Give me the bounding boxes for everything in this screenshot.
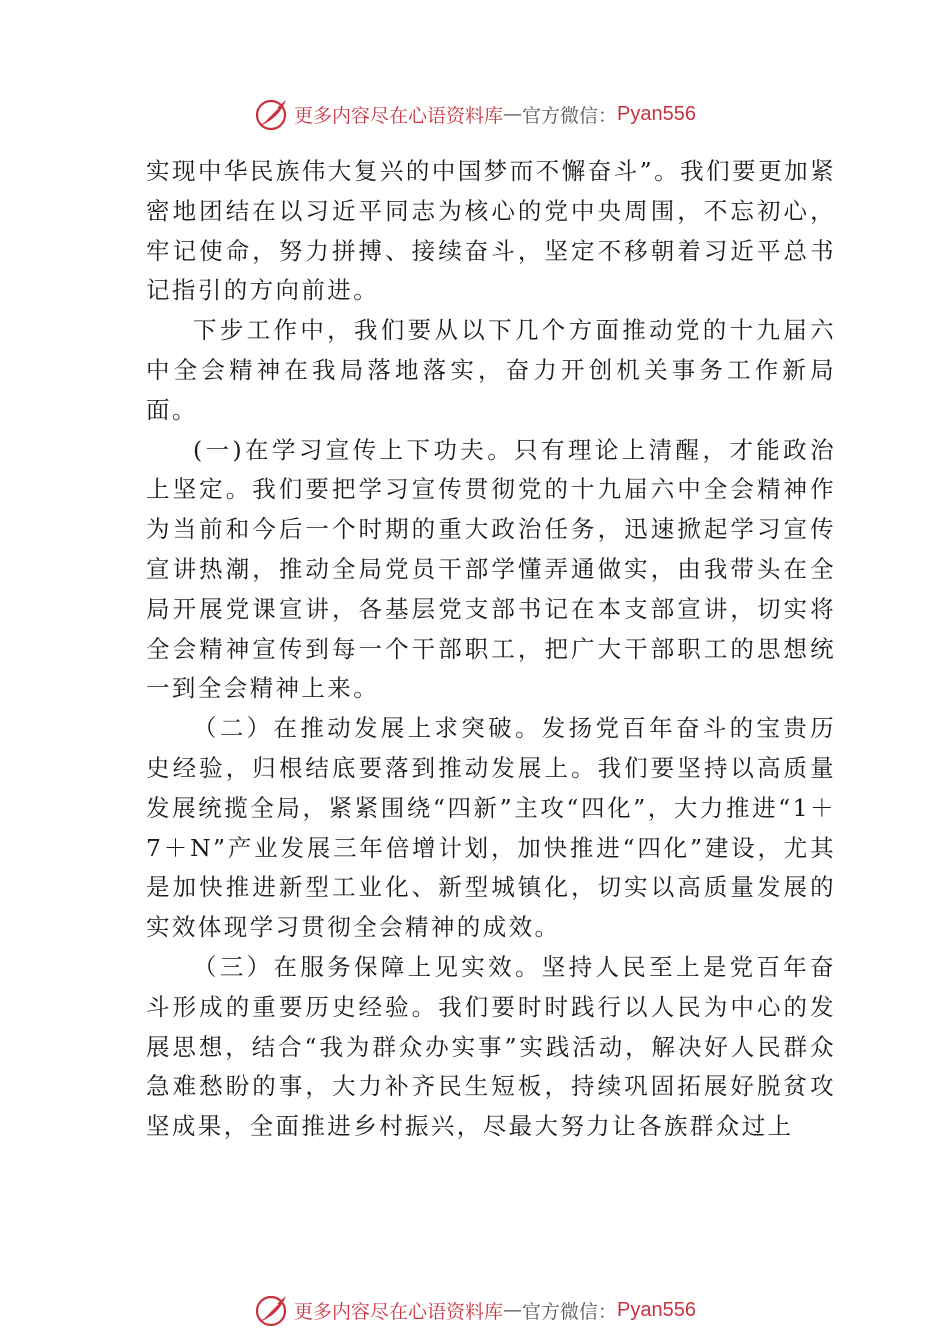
footer-watermark bbox=[0, 1290, 950, 1330]
watermark-main-text: 更多内容尽在心语资料库 bbox=[294, 1300, 504, 1323]
header-watermark bbox=[0, 94, 950, 134]
watermark-wechat-id: Pyan556 bbox=[617, 1298, 696, 1321]
watermark-official-label: 官方微信： bbox=[522, 1300, 618, 1323]
quill-logo-icon bbox=[254, 1292, 290, 1328]
quill-logo-icon bbox=[254, 96, 290, 132]
watermark-wechat-id: Pyan556 bbox=[617, 102, 696, 125]
paragraph-section-1: (一)在学习宣传上下功夫。只有理论上清醒，才能政治上坚定。我们要把学习宣传贯彻党的十九届六中全会精神作为当前和今后一个时期的重大政治任务，迅速掀起学习宣传宣讲热潮，推动全局党员干部学懂弄通做实，由我带头在全局开展党课宣讲，各基层党支部书记在本支部宣讲，切实将全会精神宣传到每一个干部职工，把广大干部职工的思想统一到全会精神上来。 bbox=[146, 435, 836, 703]
watermark-dash: — bbox=[503, 103, 523, 125]
paragraph-section-2: （二）在推动发展上求突破。发扬党百年奋斗的宝贵历史经验，归根结底要落到推动发展上。我们要坚持以高质量发展统揽全局，紧紧围绕“四新”主攻“四化”，大力推进“1＋7＋N”产业发展三年倍增计划，加快推进“四化”建设，尤其是加快推进新型工业化、新型城镇化，切实以高质量发展的实效体现学习贯彻全会精神的成效。 bbox=[146, 714, 836, 942]
watermark-main-text: 更多内容尽在心语资料库 bbox=[294, 104, 504, 127]
paragraph-intro: 下步工作中，我们要从以下几个方面推动党的十九届六中全会精神在我局落地落实，奋力开创机关事务工作新局面。 bbox=[146, 316, 836, 424]
paragraph-section-3: （三）在服务保障上见实效。坚持人民至上是党百年奋斗形成的重要历史经验。我们要时时践行以人民为中心的发展思想，结合“我为群众办实事”实践活动，解决好人民群众急难愁盼的事，大力补齐民生短板，持续巩固拓展好脱贫攻坚成果，全面推进乡村振兴，尽最大努力让各族群众过上 bbox=[146, 952, 836, 1141]
watermark-official-label: 官方微信： bbox=[522, 104, 618, 127]
watermark-dash: — bbox=[503, 1299, 523, 1321]
paragraph-continuation: 实现中华民族伟大复兴的中国梦而不懈奋斗”。我们要更加紧密地团结在以习近平同志为核心的党中央周围，不忘初心，牢记使命，努力拼搏、接续奋斗，坚定不移朝着习近平总书记指引的方向前进。 bbox=[146, 157, 836, 305]
document-body bbox=[146, 152, 836, 1147]
